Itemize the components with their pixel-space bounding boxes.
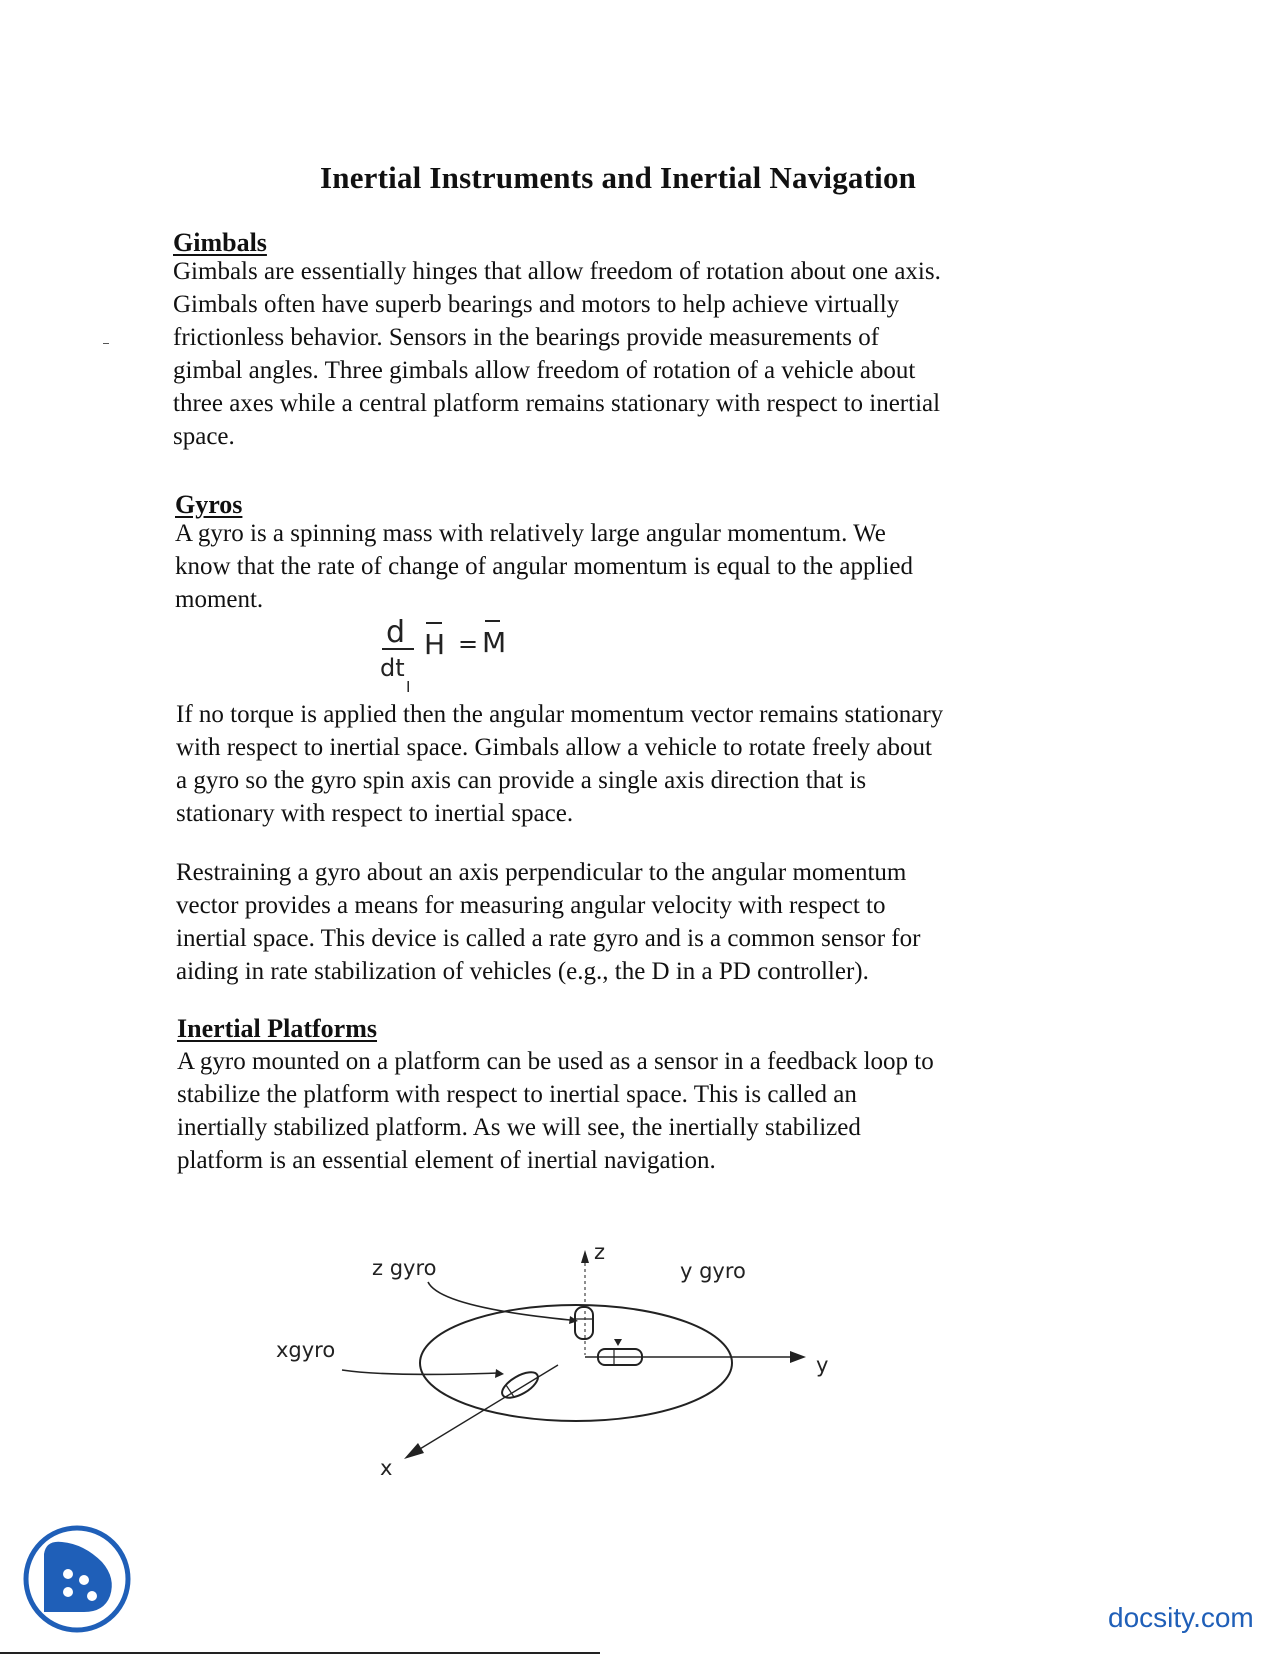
text-line: with respect to inertial space. Gimbals allow a vehicle to rotate freely about: [176, 734, 932, 761]
eq-equals: =: [458, 630, 479, 658]
x-axis-label: x: [380, 1456, 393, 1480]
y-axis-arrow: [790, 1351, 806, 1363]
text-line: A gyro mounted on a platform can be used as a sensor in a feedback loop to: [177, 1048, 934, 1075]
docsity-watermark[interactable]: docsity.com: [1108, 1602, 1254, 1633]
y-gyro-marker: [614, 1339, 622, 1346]
eq-numerator: d: [386, 615, 406, 650]
z-axis-label: z: [594, 1245, 606, 1264]
z-axis-arrow: [581, 1250, 589, 1263]
text-line: platform is an essential element of inertial navigation.: [177, 1147, 716, 1174]
x-gyro-label: xgyro: [276, 1338, 336, 1362]
text-line: inertially stabilized platform. As we will see, the inertially stabilized: [177, 1114, 861, 1141]
bottom-rule: [0, 1652, 600, 1654]
text-line: three axes while a central platform remains stationary with respect to inertial: [173, 390, 941, 417]
x-gyro-leader-arrow: [495, 1369, 504, 1378]
page-title: Inertial Instruments and Inertial Navigation: [320, 160, 917, 195]
z-gyro-leader: [428, 1282, 570, 1320]
text-line: Gimbals are essentially hinges that allow freedom of rotation about one axis.: [173, 258, 941, 285]
text-line: frictionless behavior. Sensors in the bearings provide measurements of: [173, 324, 880, 351]
heading-gimbals: Gimbals: [173, 228, 267, 257]
text-line: vector provides a means for measuring angular velocity with respect to: [176, 892, 886, 919]
paragraph-gyros-intro: [175, 517, 1095, 616]
stray-mark: [103, 343, 109, 344]
text-line: stationary with respect to inertial space.: [176, 800, 574, 827]
docsity-logo-icon: [22, 1524, 132, 1634]
text-line: Gimbals often have superb bearings and motors to help achieve virtually: [173, 291, 900, 318]
heading-gyros: Gyros: [175, 490, 243, 519]
text-line: stabilize the platform with respect to inertial space. This is called an: [177, 1081, 857, 1108]
paragraph-inertial-platforms: [177, 1045, 1097, 1177]
x-gyro-leader: [342, 1370, 498, 1374]
paragraph-gyros-torque: [176, 698, 1096, 830]
eq-subscript: I: [406, 678, 411, 696]
paragraph-gimbals: [173, 255, 1093, 453]
platform-diagram: [270, 1245, 890, 1515]
x-gyro-body: [498, 1367, 542, 1403]
heading-inertial-platforms: Inertial Platforms: [177, 1014, 378, 1043]
text-line: aiding in rate stabilization of vehicles (e.g., the D in a PD controller).: [176, 958, 869, 985]
text-line: gimbal angles. Three gimbals allow freedom of rotation of a vehicle about: [173, 357, 916, 384]
z-gyro-label: z gyro: [372, 1256, 437, 1280]
x-axis-line: [410, 1365, 558, 1455]
y-axis-label: y: [816, 1353, 829, 1377]
eq-rhs: M: [482, 626, 507, 659]
text-line: A gyro is a spinning mass with relatively large angular momentum. We: [175, 520, 886, 547]
paragraph-rate-gyro: [176, 856, 1096, 988]
x-axis-arrow: [404, 1443, 424, 1459]
text-line: If no torque is applied then the angular momentum vector remains stationary: [176, 701, 944, 728]
angular-momentum-equation: [380, 612, 540, 712]
text-line: know that the rate of change of angular momentum is equal to the applied: [175, 553, 913, 580]
text-line: space.: [173, 423, 235, 450]
z-gyro-body: [575, 1307, 593, 1339]
text-line: moment.: [175, 586, 264, 613]
eq-lhs: H: [424, 628, 446, 661]
text-line: Restraining a gyro about an axis perpendicular to the angular momentum: [176, 859, 907, 886]
y-gyro-label: y gyro: [680, 1259, 746, 1283]
text-line: a gyro so the gyro spin axis can provide a single axis direction that is: [176, 767, 867, 794]
text-line: inertial space. This device is called a rate gyro and is a common sensor for: [176, 925, 921, 952]
z-gyro-leader-arrow: [569, 1316, 578, 1324]
eq-denominator: dt: [380, 654, 405, 682]
